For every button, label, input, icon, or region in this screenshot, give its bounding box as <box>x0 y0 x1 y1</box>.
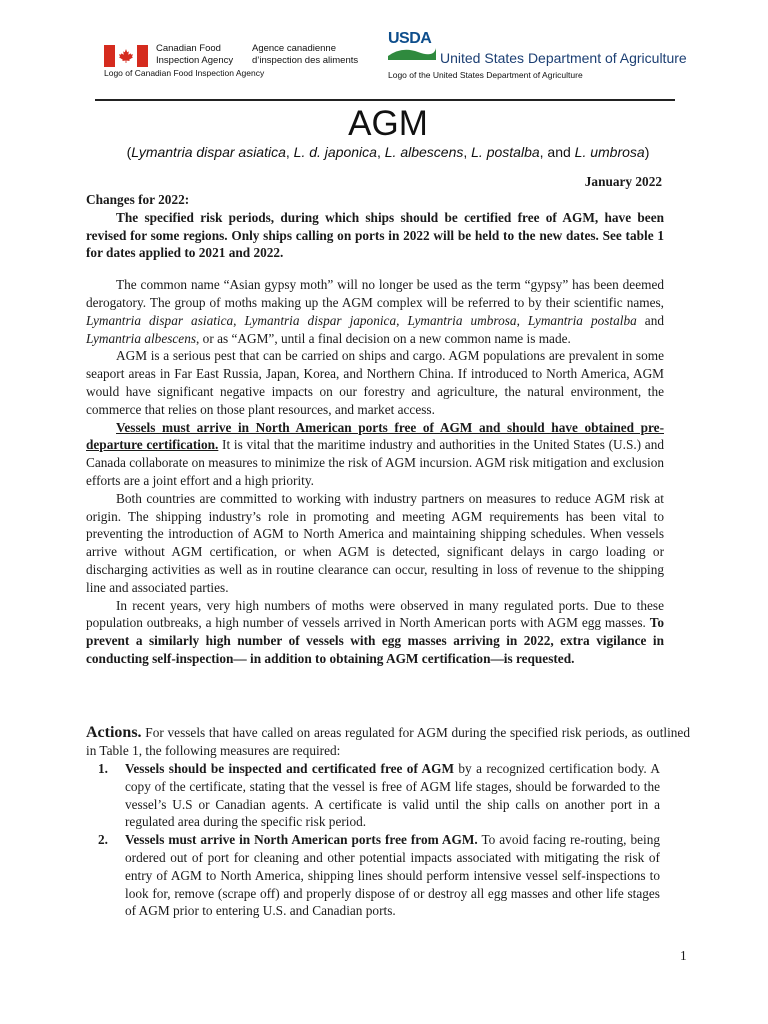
list-item: 1. Vessels should be inspected and certificated free of AGM by a recognized certification body. A copy of the certificate, stating that the vessel is free of AGM life stages, should be forwarded to the vessel’s U.S or Canadian agents. A certificate is valid until the ship calls on another port in a regulated area during the specific risk period. <box>98 761 660 830</box>
list-item: 2. Vessels must arrive in North American ports free from AGM. To avoid facing re-routing, being ordered out of port for cleaning and other potential impacts associated with mitigating the risk of entry of AGM to North America, shipping lines should perform intensive vessel self-inspections to look for, remove (scrape off) and properly dispose of or destroy all egg masses and other life stages of AGM prior to entering U.S. and Canadian ports. <box>98 832 660 919</box>
actions-list <box>98 760 660 920</box>
page-title: AGM <box>348 104 428 143</box>
vigilance-request: To prevent a similarly high number of vessels with egg masses arriving in 2022, extra vigilance in conducting self-inspection— in addition to obtaining AGM certification—is requested. <box>86 615 664 666</box>
list-number: 1. <box>98 761 108 776</box>
list-number: 2. <box>98 832 108 848</box>
paragraph-pest-overview: AGM is a serious pest that can be carried on ships and cargo. AGM populations are prevalent in some seaport areas in Far East Russia, Japan, Korea, and Northern China. If introduced to North America, AGM would have significant negative impacts on our forestry and agriculture, the natural environment, the commerce that relies on those plant resources, and market access. <box>86 348 664 417</box>
actions-section <box>86 724 690 760</box>
species-name: Lymantria dispar asiatica <box>131 144 286 160</box>
header-divider <box>95 99 675 101</box>
cfia-name-fr-line2: d’inspection des aliments <box>252 55 359 66</box>
canada-flag-icon <box>104 45 148 67</box>
species-name: L. umbrosa <box>574 144 645 160</box>
paragraph-common-name: The common name “Asian gypsy moth” will no longer be used as the term “gypsy” has been deemed derogatory. The group of moths making up the AGM complex will be referred to by their scientific names, Lymantria dispar asiatica, Lymantria dispar japonica, Lymantria umbrosa, Lymantria postalba and Lymantria albescens, or as “AGM”, until a final decision on a new common name is made. <box>86 277 664 346</box>
document-date: January 2022 <box>584 174 662 189</box>
usda-department-title: United States Department of Agriculture <box>440 50 687 66</box>
species-name: L. d. japonica <box>293 144 377 160</box>
usda-logo <box>388 30 688 85</box>
species-name: L. postalba <box>471 144 540 160</box>
maple-leaf-icon <box>118 48 134 64</box>
actions-heading: Actions. <box>86 724 142 741</box>
cfia-name-en-line2: Inspection Agency <box>156 55 234 66</box>
paragraph-recent-years: In recent years, very high numbers of moths were observed in many regulated ports. Due to these population outbreaks, a high number of vessels arrived in North American ports with AGM egg masses. To prevent a similarly high number of vessels with egg masses arriving in 2022, extra vigilance in conducting self-inspection— in addition to obtaining AGM certification—is requested. <box>86 597 664 666</box>
cfia-logo-caption: Logo of Canadian Food Inspection Agency <box>104 68 265 78</box>
page-number: 1 <box>680 948 687 963</box>
paragraph-cooperation: Both countries are committed to working with industry partners on measures to reduce AGM risk at origin. The shipping industry’s role in promoting and meeting AGM requirements has been vital to preventing the introduction of AGM to North America and maintaining shipping schedules. When vessels arrive without AGM certification, or when AGM is detected, significant delays in cargo loading or discharging activities as well as in routine clearance can occur, resulting in loss of revenue to the shipping line and associated parties. <box>86 490 664 595</box>
usda-wordmark: USDA <box>388 30 432 47</box>
certification-requirement: Vessels must arrive in North American ports free of AGM and should have obtained pre-departure certification. <box>86 419 664 453</box>
species-name: L. albescens <box>384 144 464 160</box>
changes-paragraph: The specified risk periods, during which ships should be certified free of AGM, have been revised for some regions. Only ships calling on ports in 2022 will be held to the new dates. See table 1 for dates applied to 2021 and 2022. <box>86 209 664 261</box>
paragraph-certification: Vessels must arrive in North American ports free of AGM and should have obtained pre-departure certification. It is vital that the maritime industry and authorities in the United States (U.S.) and Canada collaborate on measures to minimize the risk of AGM incursion. AGM risk mitigation and exclusion efforts are a joint effort and a high priority. <box>86 419 664 488</box>
changes-heading: Changes for 2022: <box>86 192 190 207</box>
cfia-name-fr-line1: Agence canadienne <box>252 43 336 54</box>
cfia-agency-names <box>156 43 358 67</box>
species-subtitle: (Lymantria dispar asiatica, L. d. japonica, L. albescens, L. postalba, and L. umbrosa) <box>126 144 650 160</box>
cfia-name-en-line1: Canadian Food <box>156 43 221 54</box>
actions-intro: Actions. For vessels that have called on areas regulated for AGM during the specified risk periods, as outlined in Table 1, the following measures are required: <box>86 724 690 758</box>
usda-logo-caption: Logo of the United States Department of Agriculture <box>388 70 583 80</box>
document-body <box>86 191 664 668</box>
cfia-logo <box>104 40 394 85</box>
